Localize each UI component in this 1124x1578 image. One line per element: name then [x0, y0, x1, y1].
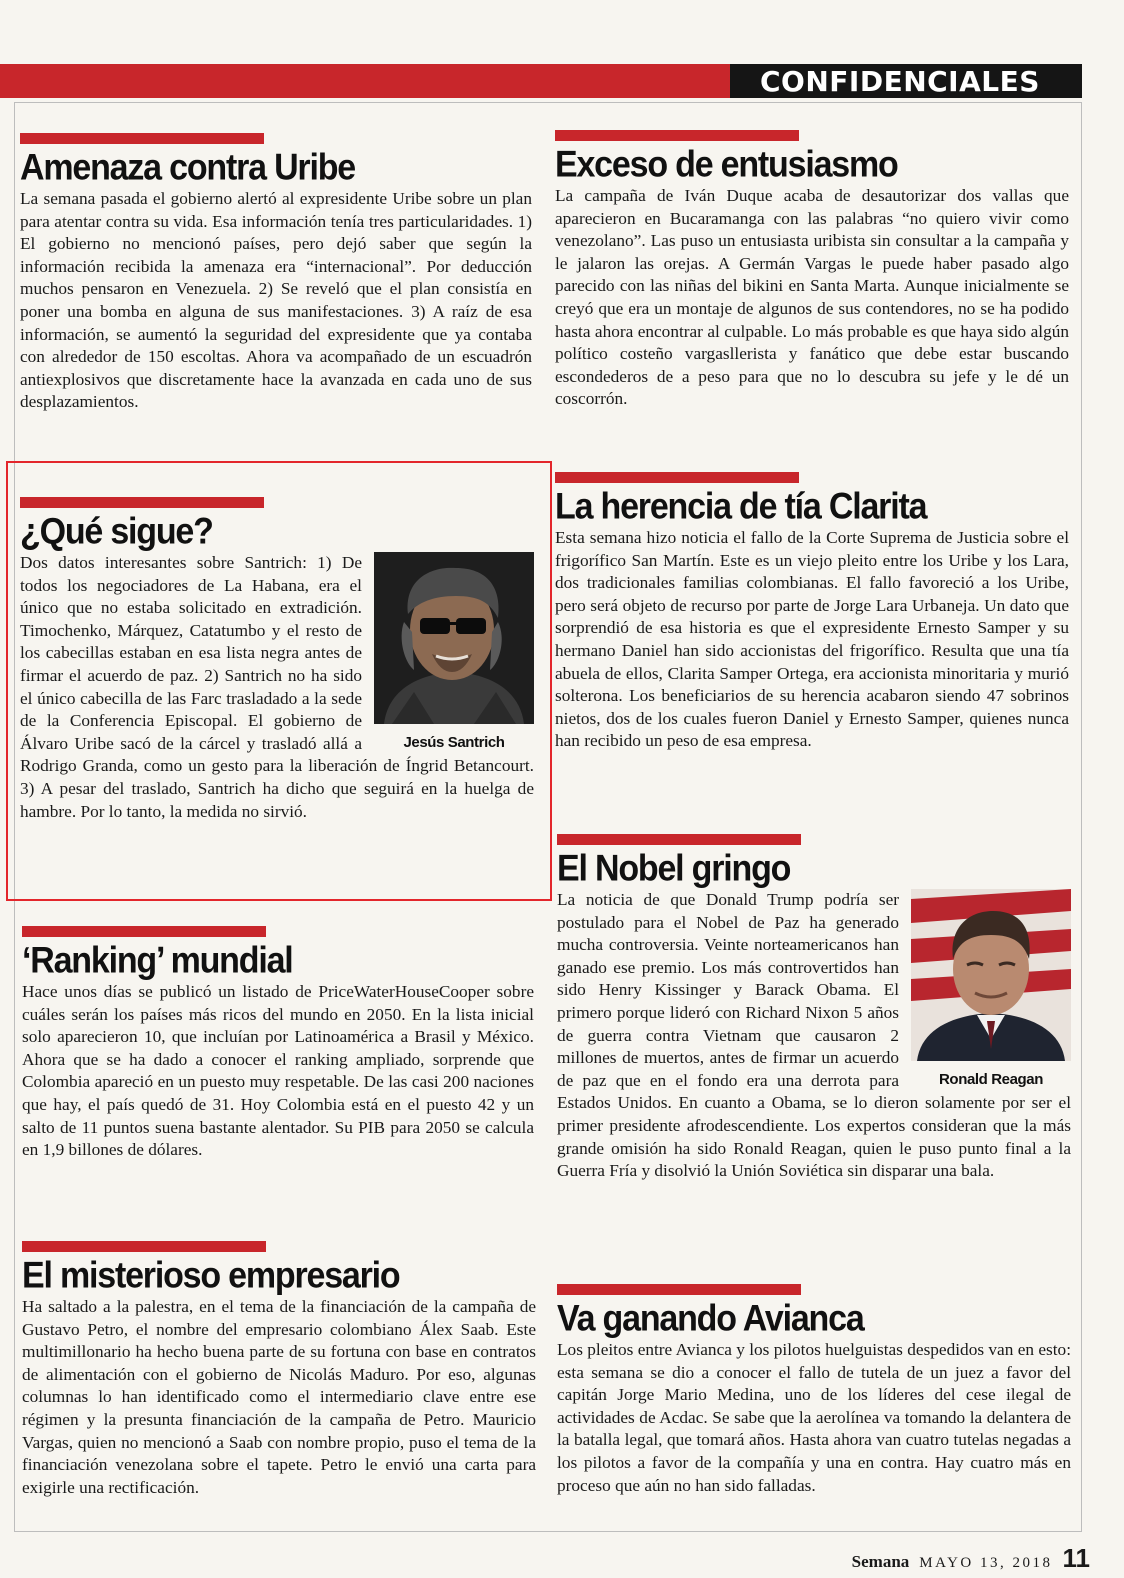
reagan-portrait-image [911, 889, 1071, 1061]
headline-bar [20, 497, 264, 508]
photo-santrich [374, 552, 534, 751]
headline-bar [557, 834, 801, 845]
headline-avianca: Va ganando Avianca [557, 1297, 864, 1339]
headline-amenaza: Amenaza contra Uribe [20, 146, 355, 188]
headline-misterioso: El misterioso empresario [22, 1254, 400, 1296]
section-color-band [0, 64, 730, 98]
body-que-sigue: Dos datos interesantes sobre Santrich: 1) De todos los negociadores de La Habana, era el único que no estaba solicitado en extradición. Timochenko, Márquez, Catatumbo y el resto de los cabecillas estaban en esa lista negra antes de firmar el acuerdo de paz. 2) Santrich no ha sido el único cabecilla de las Farc trasladado a la sede de la Conferencia Episcopal. El gobierno de Álvaro Uribe sacó de la cárcel y trasladó allá a Rodrigo Granda, como un gesto para la liberación de Íngrid Betancourt. 3) A pesar del traslado, Santrich ha dicho que seguirá en la huelga de hambre. Por lo tanto, la medida no sirvió. [20, 553, 534, 821]
article-avianca [557, 1284, 1071, 1497]
body-exceso: La campaña de Iván Duque acaba de desautorizar dos vallas que aparecieron en Bucaramanga con las palabras “no quiero vivir como venezolano”. Las puso un entusiasta uribista sin consultar a la campaña y le jalaron las orejas. A Germán Vargas le puede haber pasado algo parecido con las niñas del bikini en Santa Marta. Aunque inicialmente se creyó que era un montaje de algunos de sus contendores, no se ha podido hasta ahora encontrar al culpable. Lo más probable es que haya sido algún político costeño vargasllerista y fanático que debe estar buscando escondederos de a peso para que no lo descubra su jefe y le dé un coscorrón. [555, 186, 1069, 409]
article-herencia [555, 472, 1069, 753]
page-footer [851, 1543, 1090, 1573]
article-nobel [557, 834, 1071, 1183]
headline-bar [22, 926, 266, 937]
headline-bar [20, 133, 264, 144]
section-label: CONFIDENCIALES [730, 64, 1082, 98]
photo-reagan [911, 889, 1071, 1088]
santrich-portrait-image [374, 552, 534, 724]
headline-bar [555, 472, 799, 483]
issue-date: MAYO 13, 2018 [919, 1555, 1053, 1571]
article-ranking [22, 926, 534, 1162]
body-herencia: Esta semana hizo noticia el fallo de la Corte Suprema de Justicia sobre el frigorífico San Martín. Este es un viejo pleito entre los Uribe y los Lara, dos tradicionales familias colombianas. El fallo favoreció a los Uribe, pero será objeto de recurso por parte de Jorge Lara Urbaneja. Un dato que sorprendió de esa historia es que el expresidente Ernesto Samper y su hermano Daniel han sido accionistas del frigorífico. Resulta que una tía abuela de ellos, Clarita Samper Ortega, era accionista minoritaria y murió solterona. Los beneficiarios de su herencia acabaron siendo 47 sobrinos nietos, dos de los cuales fueron Daniel y Ernesto Samper, quienes nunca han recibido un peso de esa empresa. [555, 528, 1069, 751]
article-exceso [555, 130, 1069, 411]
article-amenaza [20, 133, 532, 414]
headline-nobel: El Nobel gringo [557, 847, 791, 889]
body-ranking: Hace unos días se publicó un listado de PriceWaterHouseCooper sobre cuáles serán los países más ricos del mundo en 2050. En la lista inicial solo aparecieron 10, que incluían por Latinoamérica a Brasil y México. Ahora que se ha dado a conocer el ranking ampliado, sorprende que Colombia apareció en un puesto muy respetable. De las casi 200 naciones que hay, el país quedó de 31. Hoy Colombia está en el puesto 42 y un salto de 11 puntos suena bastante alentador. Su PIB para 2050 se calcula en 1,9 billones de dólares. [22, 982, 534, 1160]
body-avianca: Los pleitos entre Avianca y los pilotos huelguistas despedidos van en esto: esta semana se dio a conocer el fallo de tutela de un juez a favor del capitán Jorge Mario Medina, uno de los líderes del cese ilegal de actividades de Acdac. Se sabe que la aerolínea va tomando la delantera de la batalla legal, que tomará años. Hasta ahora van cuatro tutelas negadas a los pilotos a favor de la compañía y una en contra. Hay cuatro más en proceso que aún no han sido falladas. [557, 1340, 1071, 1495]
photo-caption-reagan: Ronald Reagan [939, 1071, 1043, 1088]
page-number: 11 [1062, 1543, 1090, 1573]
article-misterioso [22, 1241, 536, 1499]
headline-exceso: Exceso de entusiasmo [555, 143, 898, 185]
headline-bar [22, 1241, 266, 1252]
headline-bar [555, 130, 799, 141]
magazine-name: Semana [851, 1552, 910, 1571]
body-nobel: La noticia de que Donald Trump podría ser postulado para el Nobel de Paz ha generado mucha controversia. Veinte norteamericanos han ganado ese premio. Los más controvertidos han sido Henry Kissinger y Barack Obama. El primero porque lideró con Richard Nixon 5 años de guerra contra Vietnam que causaron 2 millones de muertos, antes de firmar un acuerdo de paz que en el fondo era una derrota para Estados Unidos. En cuanto a Obama, se lo dieron solamente por ser el primer presidente afrodescendiente. Los expertos consideran que la más grande omisión ha sido Ronald Reagan, quien le puso punto final a la Guerra Fría y disolvió la Unión Soviética sin disparar una bala. [557, 890, 1071, 1181]
body-amenaza: La semana pasada el gobierno alertó al expresidente Uribe sobre un plan para atentar contra su vida. Esa información tenía tres particularidades. 1) El gobierno no mencionó países, pero dejó saber que según la información recibida la amenaza era “internacional”. Por deducción muchos pensaron en Venezuela. 2) Se reveló que el plan consistía en poner una bomba en alguna de sus manifestaciones. 3) A raíz de esa información, se aumentó la seguridad del expresidente que ya contaba con alrededor de 150 escoltas. Ahora va acompañado de un escuadrón antiexplosivos que discretamente hace la avanzada en cada uno de sus desplazamientos. [20, 189, 532, 412]
headline-herencia: La herencia de tía Clarita [555, 485, 927, 527]
headline-que-sigue: ¿Qué sigue? [20, 510, 213, 552]
headline-ranking: ‘Ranking’ mundial [22, 939, 293, 981]
body-misterioso: Ha saltado a la palestra, en el tema de la financiación de la campaña de Gustavo Petro, el nombre del empresario colombiano Álex Saab. Este multimillonario ha hecho buena parte de su fortuna con base en contratos de alimentación con el gobierno de Nicolás Maduro. Por eso, algunas columnas lo han identificado como el intermediario clave entre ese régimen y la presunta financiación de la campaña de Petro. Mauricio Vargas, quien no mencionó a Saab con nombre propio, puso el tema de la financiación venezolana sobre el tapete. Petro le envió una carta para exigirle una rectificación. [22, 1297, 536, 1497]
headline-bar [557, 1284, 801, 1295]
article-que-sigue [20, 497, 534, 823]
photo-caption-santrich: Jesús Santrich [403, 734, 505, 751]
